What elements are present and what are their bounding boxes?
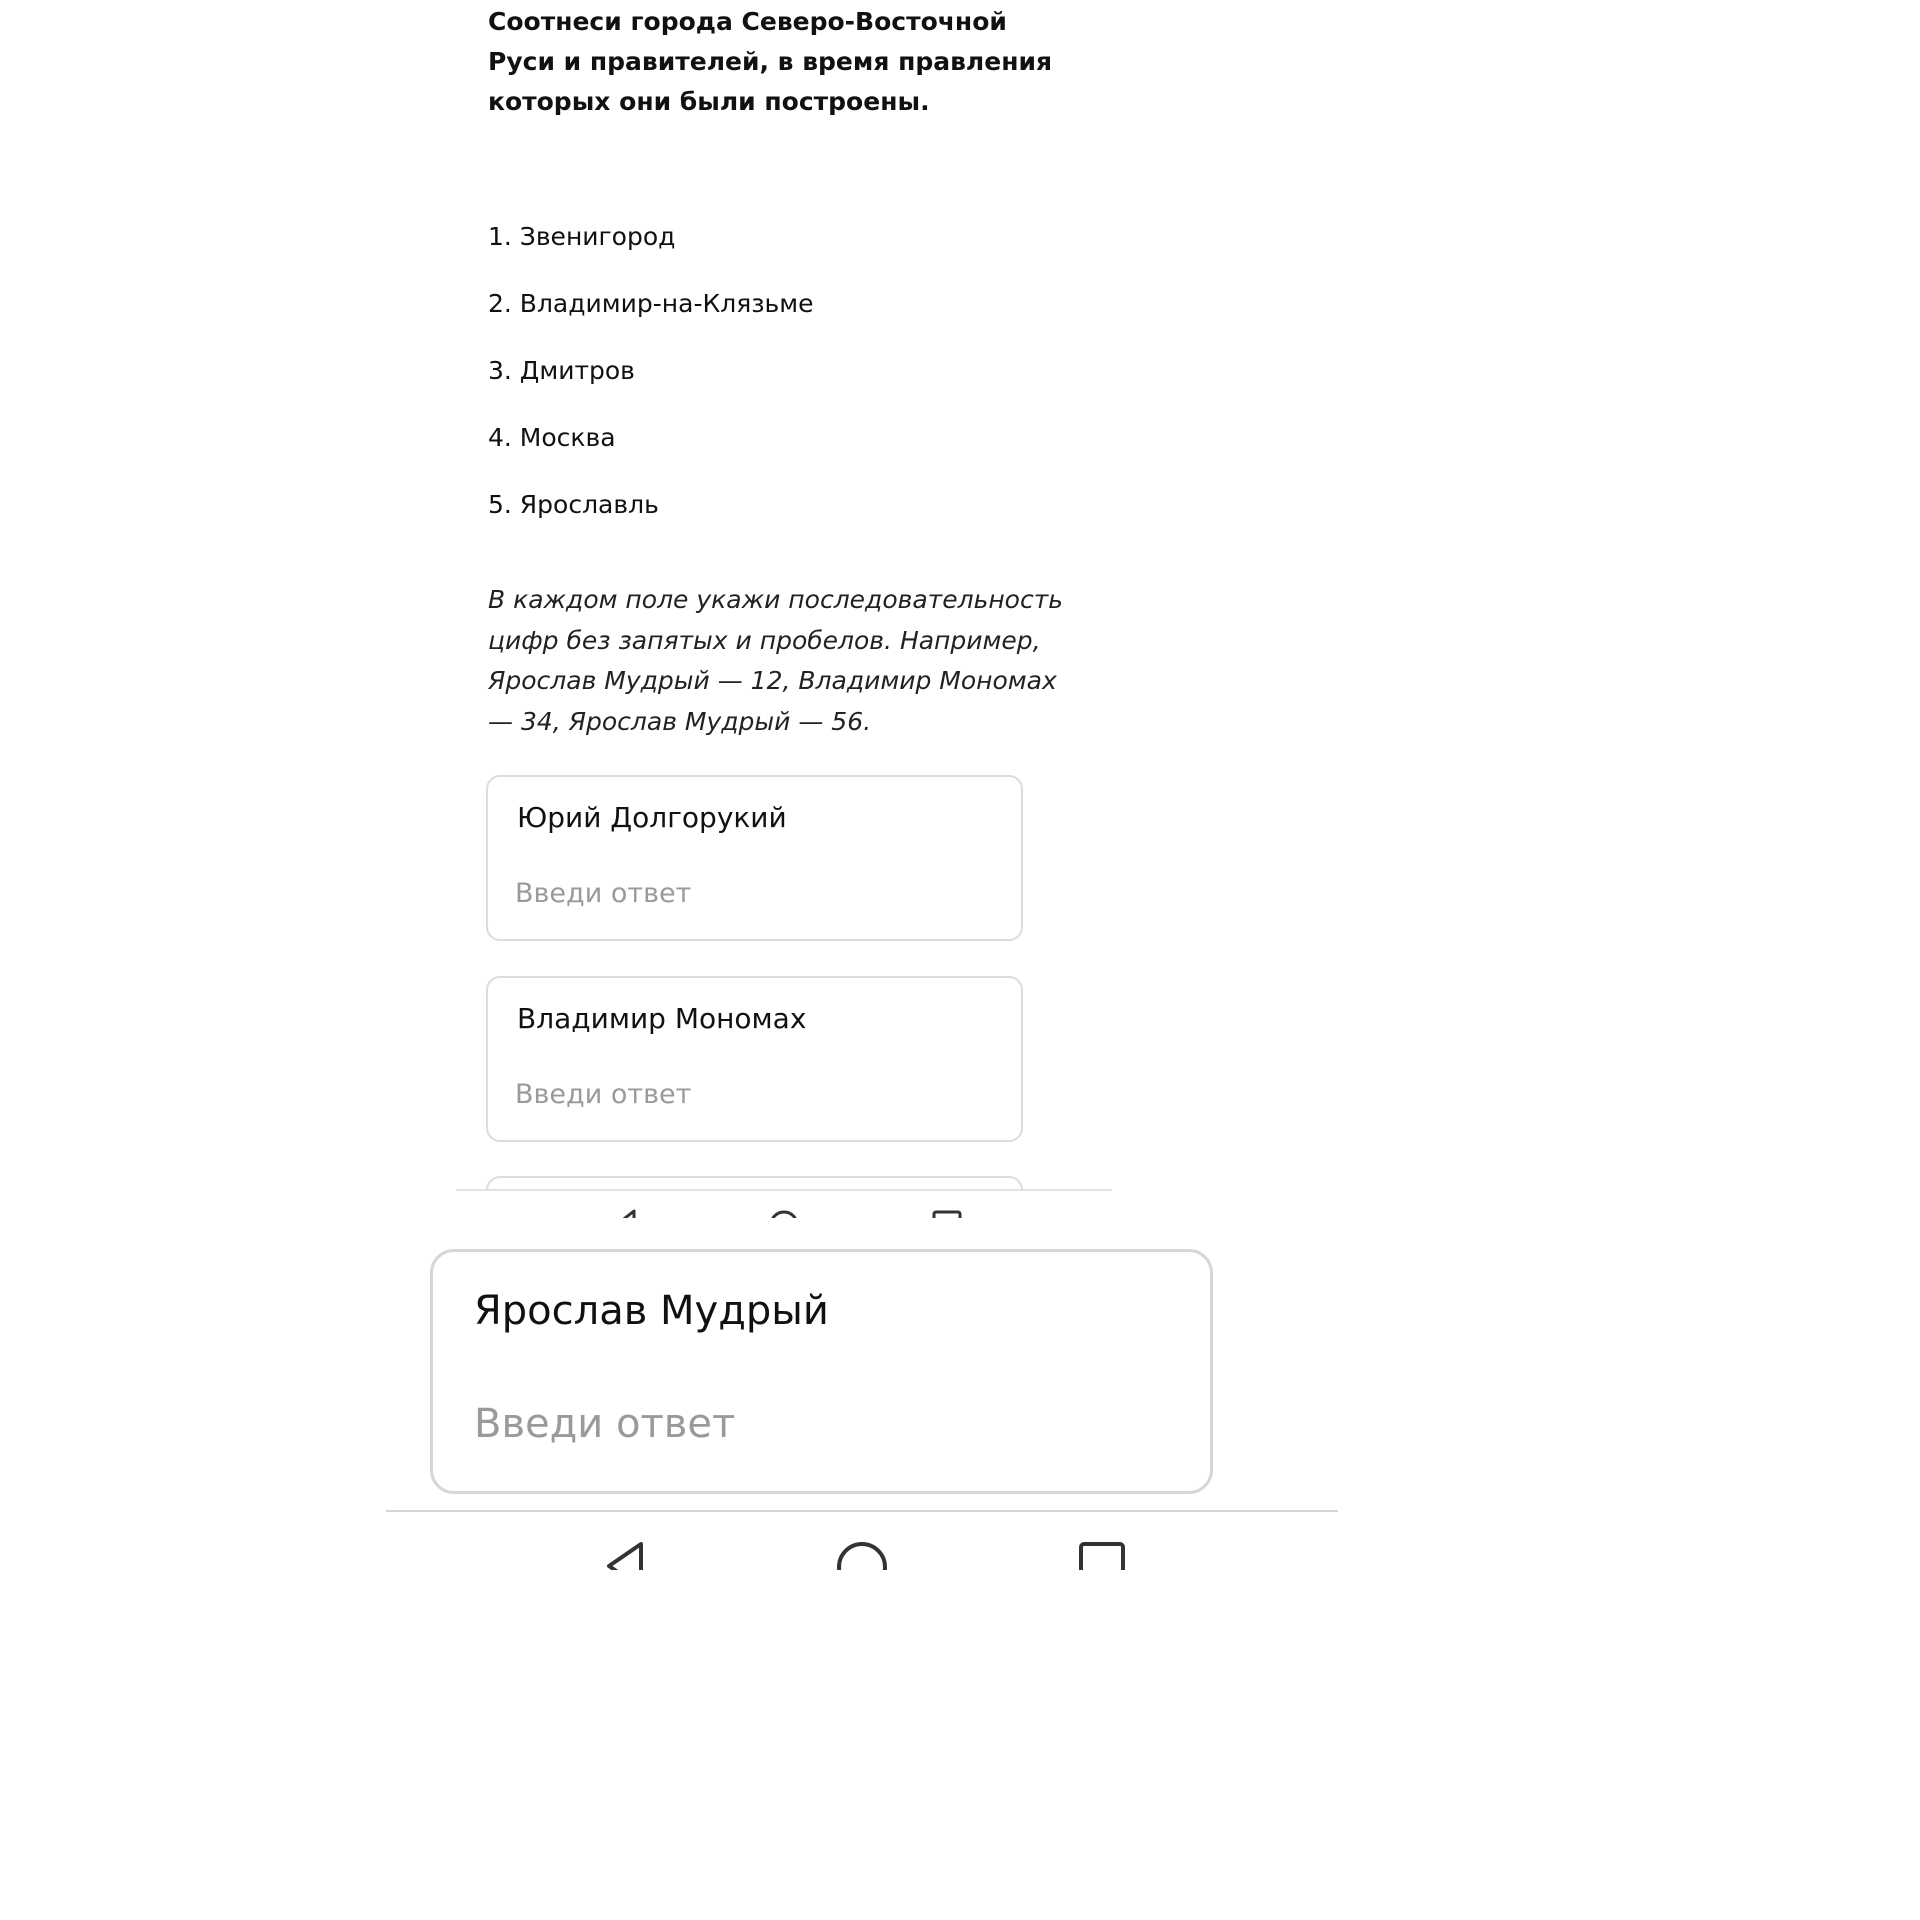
home-icon[interactable] <box>768 1209 800 1218</box>
home-icon[interactable] <box>835 1540 889 1570</box>
answer-input-vladimir[interactable] <box>515 1072 975 1116</box>
recents-icon[interactable] <box>1077 1540 1127 1570</box>
answer-card-label: Ярослав Мудрый <box>474 1288 829 1334</box>
instruction-hint: В каждом поле укажи последовательность цифр без запятых и пробелов. Например, Ярослав Мудрый — 12, Владимир Мономах — 34, Ярослав Мудрый — 56. <box>488 585 1064 736</box>
answer-card-yaroslav <box>430 1249 1213 1494</box>
city-item: 4. Москва <box>488 423 616 452</box>
answer-card-yuri <box>486 775 1023 941</box>
answer-input-yuri[interactable] <box>515 871 975 915</box>
navigation-bar-small <box>456 1189 1112 1218</box>
city-item: 5. Ярославль <box>488 490 659 519</box>
back-icon[interactable] <box>601 1540 651 1570</box>
city-item: 1. Звенигород <box>488 222 676 251</box>
back-icon[interactable] <box>616 1209 642 1218</box>
task-title: Соотнеси города Северо-Восточной Руси и правителей, в время правления которых они были построены. <box>488 7 1053 116</box>
city-item: 2. Владимир-на-Клязьме <box>488 289 814 318</box>
answer-card-label: Юрий Долгорукий <box>517 801 787 834</box>
answer-input-yaroslav[interactable] <box>474 1396 1154 1452</box>
city-list <box>488 218 814 553</box>
city-item: 3. Дмитров <box>488 356 635 385</box>
answer-card-label: Владимир Мономах <box>517 1002 807 1035</box>
recents-icon[interactable] <box>931 1209 963 1218</box>
answer-card-vladimir <box>486 976 1023 1142</box>
navigation-bar <box>386 1510 1338 1570</box>
